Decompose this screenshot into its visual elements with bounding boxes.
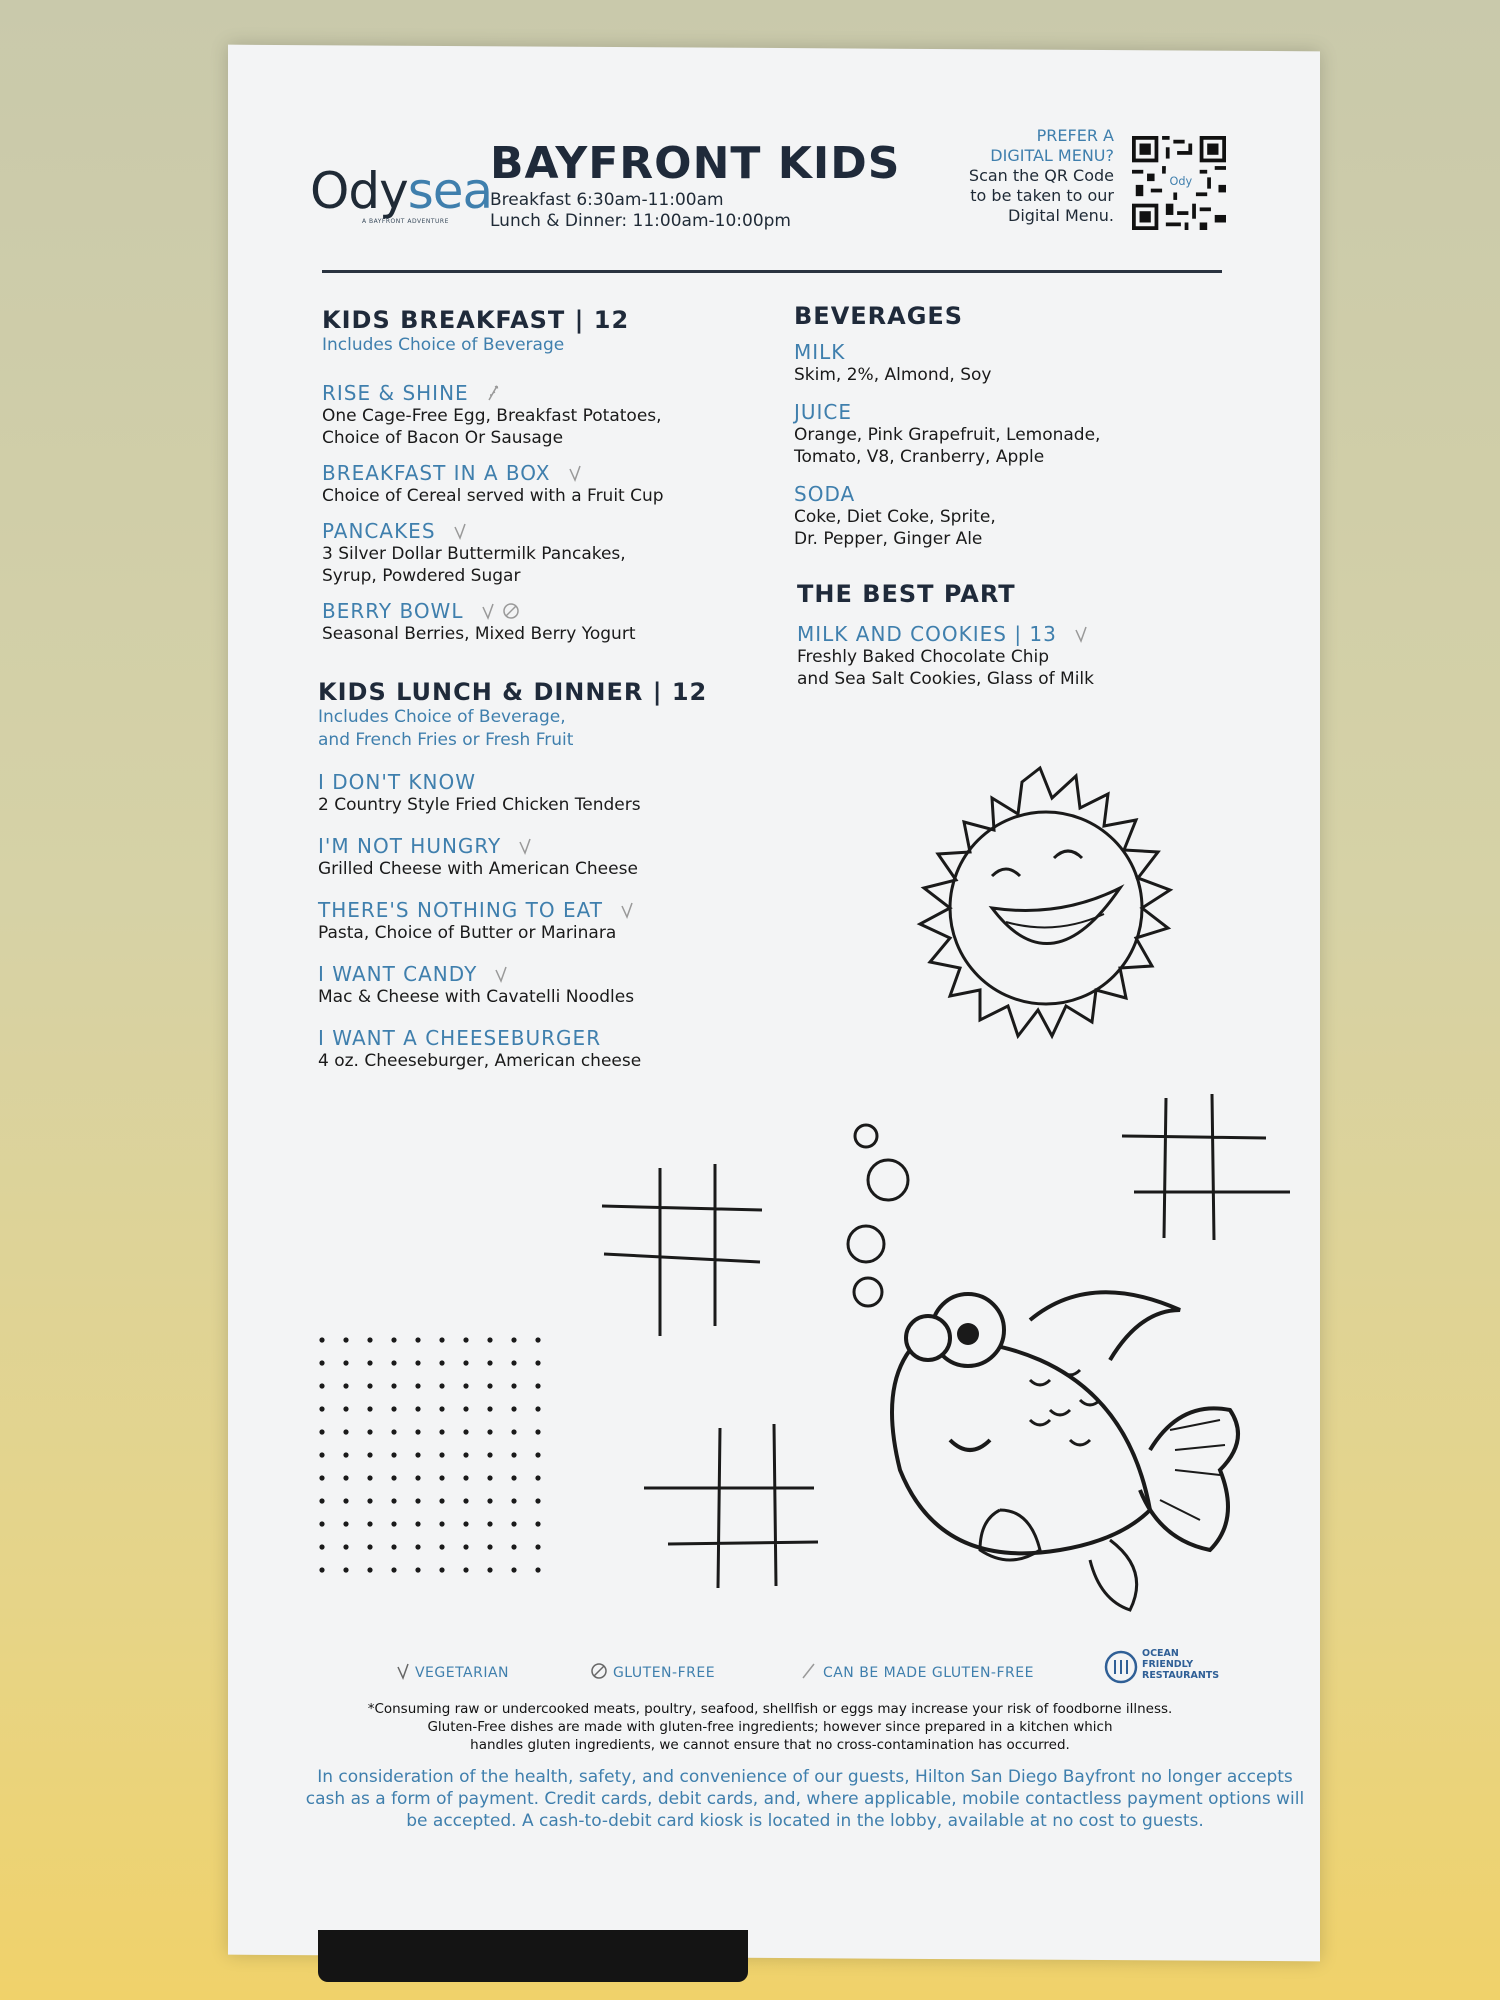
- dot: [439, 1567, 444, 1572]
- hours-lunch: Lunch & Dinner: 11:00am-10:00pm: [490, 211, 791, 231]
- dot: [487, 1429, 492, 1434]
- dot: [535, 1406, 540, 1411]
- menu-item: [318, 770, 778, 816]
- dot: [487, 1360, 492, 1365]
- hours-breakfast: Breakfast 6:30am-11:00am: [490, 190, 724, 210]
- food-safety-disclaimer: *Consuming raw or undercooked meats, poultry, seafood, shellfish or eggs may increase your risk of foodborne illness. Gluten-Free dishes are made with gluten-free ingredients; however since prepared in a kitchen which handles gluten ingredients, we cannot ensure that no cross-contamination has occurred.: [367, 1701, 1173, 1753]
- dot: [343, 1521, 348, 1526]
- dot: [463, 1567, 468, 1572]
- menu-item: [794, 482, 1194, 550]
- menu-item-name: MILK AND COOKIES | 13: [797, 622, 1057, 646]
- best-part-section: [797, 580, 1217, 690]
- vegetarian-icon: [620, 901, 634, 919]
- page-title: BAYFRONT KIDS: [490, 138, 901, 189]
- dot: [463, 1360, 468, 1365]
- menu-item: [322, 461, 762, 507]
- dot: [367, 1544, 372, 1549]
- dot: [367, 1383, 372, 1388]
- dot: [535, 1498, 540, 1503]
- odysea-logo: Odysea: [310, 162, 493, 220]
- dot: [487, 1475, 492, 1480]
- dot: [343, 1429, 348, 1434]
- dot: [391, 1521, 396, 1526]
- menu-item-name: JUICE: [794, 400, 853, 424]
- dot: [343, 1567, 348, 1572]
- menu-holder-clip: [318, 1930, 748, 1982]
- dot: [487, 1452, 492, 1457]
- dot: [487, 1544, 492, 1549]
- menu-item-description: One Cage-Free Egg, Breakfast Potatoes,: [322, 406, 662, 426]
- dot: [439, 1406, 444, 1411]
- dot: [391, 1360, 396, 1365]
- dot: [463, 1544, 468, 1549]
- menu-item-name: I'M NOT HUNGRY: [318, 834, 502, 858]
- can-be-gluten-free-icon: [800, 1662, 818, 1680]
- dot: [367, 1567, 372, 1572]
- header-divider: [322, 270, 1222, 273]
- dot: [367, 1521, 372, 1526]
- section-title: BEVERAGES: [794, 302, 964, 330]
- gluten-free-icon: [502, 602, 520, 620]
- dot: [511, 1383, 516, 1388]
- dot: [391, 1406, 396, 1411]
- dot: [319, 1360, 324, 1365]
- menu-item: [322, 519, 762, 587]
- menu-item: [794, 340, 1194, 386]
- menu-item-description: Pasta, Choice of Butter or Marinara: [318, 923, 617, 943]
- dot: [319, 1475, 324, 1480]
- dot: [343, 1337, 348, 1342]
- dot: [343, 1360, 348, 1365]
- menu-item-description: Coke, Diet Coke, Sprite,: [794, 507, 996, 527]
- menu-item-description: Tomato, V8, Cranberry, Apple: [794, 447, 1045, 467]
- dot: [439, 1452, 444, 1457]
- menu-item: [797, 622, 1217, 690]
- menu-item-description: and Sea Salt Cookies, Glass of Milk: [797, 669, 1095, 689]
- vegetarian-icon: [568, 464, 582, 482]
- dot: [511, 1429, 516, 1434]
- sun-drawing: [880, 758, 1200, 1048]
- dot: [535, 1360, 540, 1365]
- menu-item-name: MILK: [794, 340, 846, 364]
- kids-lunch-dinner-section: [318, 678, 778, 1072]
- dot: [487, 1567, 492, 1572]
- dot: [319, 1498, 324, 1503]
- section-title: KIDS BREAKFAST | 12: [322, 306, 630, 334]
- menu-item-name: I WANT CANDY: [318, 962, 478, 986]
- dot: [463, 1521, 468, 1526]
- dot: [487, 1406, 492, 1411]
- fish-drawing: [830, 1120, 1250, 1610]
- dot: [319, 1567, 324, 1572]
- menu-item: [794, 400, 1194, 468]
- menu-item: [318, 898, 778, 944]
- dot: [439, 1544, 444, 1549]
- menu-item-name: I WANT A CHEESEBURGER: [318, 1026, 602, 1050]
- dot: [511, 1498, 516, 1503]
- dot: [439, 1337, 444, 1342]
- vegetarian-icon: [453, 522, 467, 540]
- menu-item-description: Seasonal Berries, Mixed Berry Yogurt: [322, 624, 636, 644]
- dot: [487, 1521, 492, 1526]
- dot: [439, 1521, 444, 1526]
- beverages-section: [794, 302, 1194, 550]
- logo-tagline: A BAYFRONT ADVENTURE: [362, 218, 449, 225]
- dot: [463, 1406, 468, 1411]
- vegetarian-icon: [518, 837, 532, 855]
- menu-item-description: 4 oz. Cheeseburger, American cheese: [318, 1051, 642, 1071]
- dot: [415, 1383, 420, 1388]
- dot: [343, 1452, 348, 1457]
- dot: [439, 1475, 444, 1480]
- legend-gluten-free: GLUTEN-FREE: [590, 1662, 715, 1681]
- menu-item-name: THERE'S NOTHING TO EAT: [318, 898, 603, 922]
- dot: [319, 1452, 324, 1457]
- section-subtitle: Includes Choice of Beverage,: [318, 707, 566, 727]
- dot: [511, 1406, 516, 1411]
- dot: [367, 1360, 372, 1365]
- dot: [367, 1406, 372, 1411]
- dot: [391, 1337, 396, 1342]
- svg-text:Ody: Ody: [1169, 174, 1193, 188]
- menu-item: [322, 381, 762, 449]
- vegetarian-icon: [396, 1662, 410, 1680]
- dot: [535, 1429, 540, 1434]
- menu-item-description: Grilled Cheese with American Cheese: [318, 859, 638, 879]
- dot: [415, 1360, 420, 1365]
- legend-vegetarian: VEGETARIAN: [396, 1662, 509, 1681]
- menu-item-name: PANCAKES: [322, 519, 436, 543]
- dot: [511, 1567, 516, 1572]
- dot: [511, 1360, 516, 1365]
- dot: [391, 1498, 396, 1503]
- dot: [367, 1498, 372, 1503]
- dot: [391, 1567, 396, 1572]
- dot: [415, 1452, 420, 1457]
- hours: [490, 190, 791, 232]
- dot: [319, 1383, 324, 1388]
- menu-item-description: Orange, Pink Grapefruit, Lemonade,: [794, 425, 1101, 445]
- dot: [463, 1337, 468, 1342]
- dot: [487, 1383, 492, 1388]
- menu-item-description: Syrup, Powdered Sugar: [322, 566, 521, 586]
- dot: [367, 1475, 372, 1480]
- dot: [367, 1337, 372, 1342]
- dot: [535, 1383, 540, 1388]
- dot: [535, 1544, 540, 1549]
- dot: [415, 1406, 420, 1411]
- dot: [415, 1521, 420, 1526]
- menu-item-description: 2 Country Style Fried Chicken Tenders: [318, 795, 641, 815]
- dot: [319, 1521, 324, 1526]
- menu-item-description: Freshly Baked Chocolate Chip: [797, 647, 1050, 667]
- menu-item-description: Dr. Pepper, Ginger Ale: [794, 529, 983, 549]
- dot: [367, 1429, 372, 1434]
- dot: [319, 1429, 324, 1434]
- dot: [463, 1475, 468, 1480]
- tic-tac-toe-grid: [600, 1160, 770, 1340]
- dot: [535, 1452, 540, 1457]
- dot: [319, 1337, 324, 1342]
- dot: [487, 1337, 492, 1342]
- menu-item-name: RISE & SHINE: [322, 381, 469, 405]
- dot: [391, 1383, 396, 1388]
- menu-item-name: BERRY BOWL: [322, 599, 464, 623]
- dot: [415, 1429, 420, 1434]
- dot: [391, 1452, 396, 1457]
- qr-code[interactable]: [1132, 136, 1226, 230]
- dot: [463, 1383, 468, 1388]
- dot: [415, 1337, 420, 1342]
- dot: [415, 1567, 420, 1572]
- dot: [415, 1475, 420, 1480]
- section-subtitle: Includes Choice of Beverage: [322, 335, 565, 355]
- payment-notice: In consideration of the health, safety, and convenience of our guests, Hilton San Diego Bayfront no longer accepts cash as a form of payment. Credit cards, debit cards, and, where applicable, mobile contactless payment options will be accepted. A cash-to-debit card kiosk is located in the lobby, available at no cost to guests.: [305, 1767, 1305, 1831]
- menu-item-name: I DON'T KNOW: [318, 770, 477, 794]
- dot: [463, 1452, 468, 1457]
- dot: [343, 1475, 348, 1480]
- legend-can-be-gluten-free: CAN BE MADE GLUTEN-FREE: [800, 1662, 1034, 1681]
- dot: [439, 1360, 444, 1365]
- dot: [415, 1544, 420, 1549]
- dot: [439, 1498, 444, 1503]
- section-subtitle: and French Fries or Fresh Fruit: [318, 730, 574, 750]
- menu-item-description: Choice of Cereal served with a Fruit Cup: [322, 486, 664, 506]
- dot: [343, 1544, 348, 1549]
- dot: [319, 1406, 324, 1411]
- menu-item-name: BREAKFAST IN A BOX: [322, 461, 551, 485]
- gluten-free-icon: [590, 1662, 608, 1680]
- dot: [535, 1475, 540, 1480]
- dot: [511, 1544, 516, 1549]
- dot: [511, 1521, 516, 1526]
- menu-item: [318, 962, 778, 1008]
- dot: [511, 1337, 516, 1342]
- dot: [439, 1383, 444, 1388]
- dot: [511, 1475, 516, 1480]
- menu-item-description: Mac & Cheese with Cavatelli Noodles: [318, 987, 635, 1007]
- dot: [463, 1429, 468, 1434]
- menu-item-name: SODA: [794, 482, 856, 506]
- dot: [391, 1544, 396, 1549]
- dot: [535, 1337, 540, 1342]
- kids-breakfast-section: [322, 306, 762, 645]
- menu-item-description: Choice of Bacon Or Sausage: [322, 428, 564, 448]
- dot: [463, 1498, 468, 1503]
- tic-tac-toe-grid: [642, 1422, 822, 1592]
- vegetarian-icon: [481, 602, 495, 620]
- dot: [343, 1383, 348, 1388]
- dot: [343, 1498, 348, 1503]
- dot: [415, 1498, 420, 1503]
- can-be-gluten-free-icon: [486, 384, 500, 402]
- dot: [439, 1429, 444, 1434]
- dot: [487, 1498, 492, 1503]
- dot-grid: [312, 1330, 562, 1590]
- menu-item: [322, 599, 762, 645]
- dot: [343, 1406, 348, 1411]
- menu-item-description: Skim, 2%, Almond, Soy: [794, 365, 992, 385]
- menu-item: [318, 834, 778, 880]
- section-title: KIDS LUNCH & DINNER | 12: [318, 678, 708, 706]
- section-title: THE BEST PART: [797, 580, 1016, 608]
- dot: [319, 1544, 324, 1549]
- dot: [391, 1475, 396, 1480]
- menu-item-description: 3 Silver Dollar Buttermilk Pancakes,: [322, 544, 626, 564]
- dot: [535, 1567, 540, 1572]
- dot: [511, 1452, 516, 1457]
- dot: [367, 1452, 372, 1457]
- dot: [535, 1521, 540, 1526]
- digital-menu-note: PREFER A DIGITAL MENU? Scan the QR Code to be taken to our Digital Menu.: [968, 126, 1114, 225]
- menu-item: [318, 1026, 778, 1072]
- vegetarian-icon: [494, 965, 508, 983]
- ocean-friendly-icon: [1104, 1650, 1138, 1684]
- dot: [391, 1429, 396, 1434]
- vegetarian-icon: [1074, 625, 1088, 643]
